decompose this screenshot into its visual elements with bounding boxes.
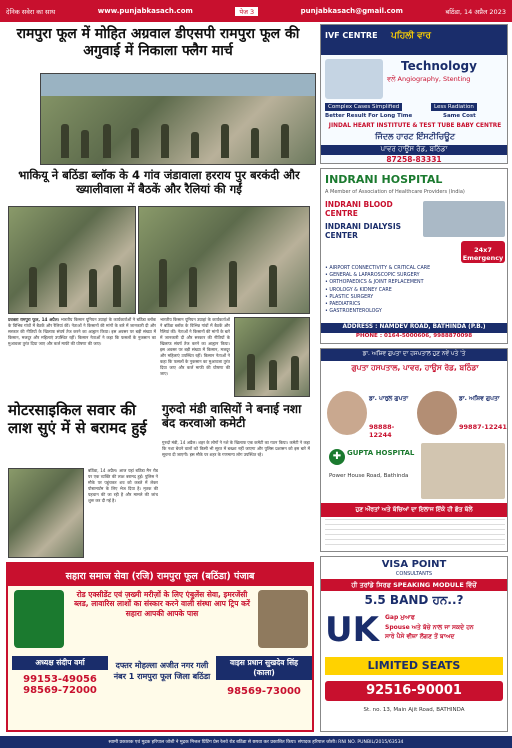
sahara-logo <box>14 590 64 648</box>
indrani-name: INDRANI HOSPITAL <box>325 173 443 186</box>
ivf-hospital: JINDAL HEART INSTITUTE & TEST TUBE BABY CENTRE <box>328 123 502 129</box>
visa-speaking: ਹੀ ਤਰਾਂਡੇ ਸਿਰਫ SPEAKING MODULE ਵਿੱਚੋਂ <box>321 579 507 591</box>
gupta-logo-icon: ✚ <box>329 449 345 465</box>
ivf-complex: Complex Cases Simplified <box>325 103 402 111</box>
indrani-dialysis: INDRANI DIALYSIS CENTER <box>325 222 402 240</box>
story3-headline: मोटरसाइकिल सवार की लाश सुएं में से बरामद हुई <box>8 401 147 437</box>
story2-photo-right <box>138 206 310 314</box>
sahara-president-title: अध्यक्ष संदीप वर्मा <box>12 656 108 670</box>
indrani-services: • AIRPORT CONNECTIVITY & CRITICAL CARE • GENERAL & LAPAROSCOPIC SURGERY • ORTHOPAEDICS & JOINT REPLACEMENT • UROLOGY & KIDNEY CARE • PLASTIC SURGERY • PAEDIATRICS • GASTROENTEROLOGY <box>325 266 431 315</box>
story4-headline: गुरुदो मंडी वासियों ने बनाई नशा बंद करवाओ कमेटी <box>162 402 302 431</box>
gupta-hospital: GUPTA HOSPITAL <box>347 449 415 457</box>
story1-photo <box>40 73 316 165</box>
story2-body <box>8 317 156 399</box>
story2-body-text: भारतीय किसान यूनियन उग्राहां के कार्यकर्ताओं ने बठिंडा ब्लॉक के विभिन्न गांवों में बैठकें और रैलियां कीं। नेताओं ने किसानों की मांगों के बारे में जानकारी दी और सरकार की नीतियों के खिलाफ संघर्ष तेज करने का आह्वान किया। इस अवसर पर बड़ी संख्या में किसान, मजदूर और महिलाएं उपस्थित रहीं। किसान नेताओं ने कहा कि फसलों के नुकसान का मुआवजा तुरंत दिया जाए और कर्ज माफी की घोषणा की जाए। <box>8 317 156 346</box>
masthead-bar <box>0 0 512 22</box>
sahara-service: रोड एक्सीडेंट एवं ज़ख्मी मरीज़ों के लिए एंबुलेंस सेवा, इमरजेंसी ब्लड, लावारिस लाशों का संस्कार करने वाली संस्था आप ट्रिप करें सहारा आपकी आपके पास <box>74 590 250 618</box>
story4-body: गुरुदो मंडी, 14 अप्रैल। शहर के लोगों ने नशे के खिलाफ एक कमेटी का गठन किया। कमेटी ने कहा कि नशा बेचने वालों को किसी भी सूरत में बख्शा नहीं जाएगा और पुलिस प्रशासन को इस बारे में सूचना दी जाएगी। इस मौके पर शहर के गणमान्य लोग उपस्थित रहे। <box>162 440 310 457</box>
masthead-site[interactable]: www.punjabkasach.com <box>97 7 193 15</box>
masthead-date: बठिंडा, 14 अप्रैल 2023 <box>445 7 506 16</box>
story2-photo-left <box>8 206 136 314</box>
indrani-emergency: 24x7 Emergency <box>461 241 505 263</box>
gupta-doctor1: ਡਾ. ਪਾਰੁਲ ਗੁਪਤਾ <box>369 395 409 402</box>
ivf-phone[interactable]: 87258-83331 <box>386 155 442 164</box>
visa-offers: Gap ਮੁਆਫ Spouse ਅਤੇ ਬੱਚੇ ਨਾਲ ਜਾ ਸਕਦੇ ਹਨ ਸਾਰੇ ਪੈਸੇ ਵੀਜ਼ਾ ਲੱਗਣ ਤੋਂ ਬਾਅਦ <box>385 614 474 641</box>
gupta-doctor2: ਡਾ. ਅਸ਼ਿਵ ਗੁਪਤਾ <box>459 395 500 402</box>
indrani-building <box>423 201 505 237</box>
visa-brand: VISA POINT <box>381 559 447 570</box>
ivf-address: ਪਾਵਰ ਹਾਊਸ ਰੋਡ, ਬਠਿੰਡਾ <box>321 145 507 155</box>
indrani-blood: INDRANI BLOOD CENTRE <box>325 200 393 218</box>
story3-body: बठिंडा, 14 अप्रैल। आज यहां बठिंडा मैन रोड पर एक व्यक्ति की लाश बरामद हुई। पुलिस ने मौके पर पहुंचकर शव को कब्जे में लेकर पोस्टमार्टम के लिए भेज दिया है। मृतक की पहचान की जा रही है और मामले की जांच शुरू कर दी गई है। <box>88 468 158 503</box>
gupta-top-line: ਡਾ. ਅਸ਼ਿਵ ਗੁਪਤਾ ਦਾ ਹਸਪਤਾਲ ਹੁਣ ਨਵੇਂ ਪਤੇ 'ਤੇ <box>321 349 507 361</box>
sahara-vp-phone[interactable]: 98569-73000 <box>227 686 301 697</box>
gupta-doctor1-photo <box>327 391 367 435</box>
gupta-phone1[interactable]: 98888-12244 <box>369 423 395 439</box>
ivf-tech: Technology <box>401 59 477 73</box>
story1-headline: रामपुरा फूल में मोहित अग्रवाल डीएसपी रामपुरा फूल की अगुवाई में निकाला फ्लैग मार्च <box>16 26 300 59</box>
ivf-ad <box>320 24 508 164</box>
masthead-email[interactable]: punjabkasach@gmail.com <box>300 7 403 15</box>
ivf-angio: ਵਲੋਂ Angiography, Stenting <box>387 75 471 83</box>
visa-band: 5.5 BAND ਹਨ..? <box>364 593 464 607</box>
visa-sub: CONSULTANTS <box>395 571 433 577</box>
gupta-doctor2-photo <box>417 391 457 435</box>
gupta-phone2[interactable]: 99887-12241 <box>459 423 507 431</box>
ivf-machine-image <box>325 59 383 99</box>
ivf-hospital-pb: ਜਿੰਦਲ ਹਾਰਟ ਇੰਸਟੀਚਿਊਟ <box>374 132 456 141</box>
gupta-banner: ਹੁਣ ਔਰਤਾਂ ਅਤੇ ਬੱਚਿਆਂ ਦਾ ਇਲਾਜ ਇੱਕੋ ਹੀ ਛੱਤ ਥੱਲੇ <box>321 503 507 517</box>
gupta-ad <box>320 348 508 552</box>
sahara-office: दफ्तर मोहल्ला अजीत नगर गली नंबर 1 रामपुरा फूल जिला बठिंडा <box>113 661 211 682</box>
gupta-title: ਗੁਪਤਾ ਹਸਪਤਾਲ, ਪਾਵਰ, ਹਾਊਸ ਰੋਡ, ਬਠਿੰਡਾ <box>351 363 479 372</box>
sahara-ad <box>6 562 314 732</box>
indrani-sub: A Member of Association of Healthcare Providers (India) <box>325 189 465 195</box>
sahara-president-phone1[interactable]: 99153-49056 <box>23 674 97 685</box>
masthead-page: पेज 3 <box>235 7 258 16</box>
gupta-services-list <box>325 519 505 549</box>
ivf-same-cost: Same Cost <box>443 113 476 119</box>
indrani-address: ADDRESS : NAMDEV ROAD, BATHINDA (P.B.) <box>321 323 507 333</box>
sahara-person-photo <box>258 590 308 648</box>
gupta-building <box>421 443 505 499</box>
visa-ad <box>320 556 508 732</box>
indrani-ad <box>320 168 508 344</box>
sahara-vp-title: वाइस प्रधान सुखदेव सिंह (काला) <box>216 656 312 680</box>
story3-photo <box>8 468 84 558</box>
sahara-title: सहारा समाज सेवा (रजि) रामपुरा फूल (बठिंडा) पंजाब <box>8 564 312 586</box>
visa-phone[interactable]: 92516-90001 <box>325 681 503 701</box>
gupta-address: Power House Road, Bathinda <box>329 473 409 479</box>
ivf-better: Better Result For Long Time <box>325 113 413 119</box>
sahara-president <box>12 656 108 728</box>
ivf-less-rad: Less Radiation <box>431 103 477 111</box>
visa-address: St. no. 13, Main Ajit Road, BATHINDA <box>363 707 465 713</box>
story2-headline: भाकियू ने बठिंडा ब्लॉक के 4 गांव जंडावाला हरराय पुर बरकंदी और ख्यालीवाला में बैठकें और रैलियां की गईं <box>18 168 300 196</box>
ivf-punjabi: ਪਹਿਲੀ ਵਾਰ <box>391 31 431 41</box>
story2-body-col2: भारतीय किसान यूनियन उग्राहां के कार्यकर्ताओं ने बठिंडा ब्लॉक के विभिन्न गांवों में बैठकें और रैलियां कीं। नेताओं ने किसानों की मांगों के बारे में जानकारी दी और सरकार की नीतियों के खिलाफ संघर्ष तेज करने का आह्वान किया। इस अवसर पर बड़ी संख्या में किसान, मजदूर और महिलाएं उपस्थित रहीं। किसान नेताओं ने कहा कि फसलों के नुकसान का मुआवजा तुरंत दिया जाए और कर्ज माफी की घोषणा की जाए। <box>160 317 230 376</box>
sahara-vp <box>216 656 312 728</box>
visa-limited: LIMITED SEATS <box>325 657 503 675</box>
ivf-brand: IVF CENTRE <box>325 31 378 40</box>
indrani-phone[interactable]: PHONE : 0164-5000606, 9988870098 <box>355 333 473 339</box>
sahara-president-phone2[interactable]: 98569-72000 <box>23 685 97 696</box>
footer-imprint: स्वामी प्रकाशक एवं मुद्रक हरिपाल जोशी ने मुद्रक मित्तल प्रिंटिंग प्रेस रेलवे रोड बठिंडा से छपवा कर प्रकाशित किया। संपादक हरिपाल जोशी। RNI NO. PUNBIL/2015/63534 <box>0 736 512 748</box>
visa-uk: UK <box>325 610 379 650</box>
masthead-tagline: देनिक सवेरा का साथ <box>6 7 56 16</box>
story2-dateline: प्रवक्ता रामपुरा फूल, 14 अप्रैल। <box>8 317 60 322</box>
story2-photo-inset <box>234 317 310 397</box>
